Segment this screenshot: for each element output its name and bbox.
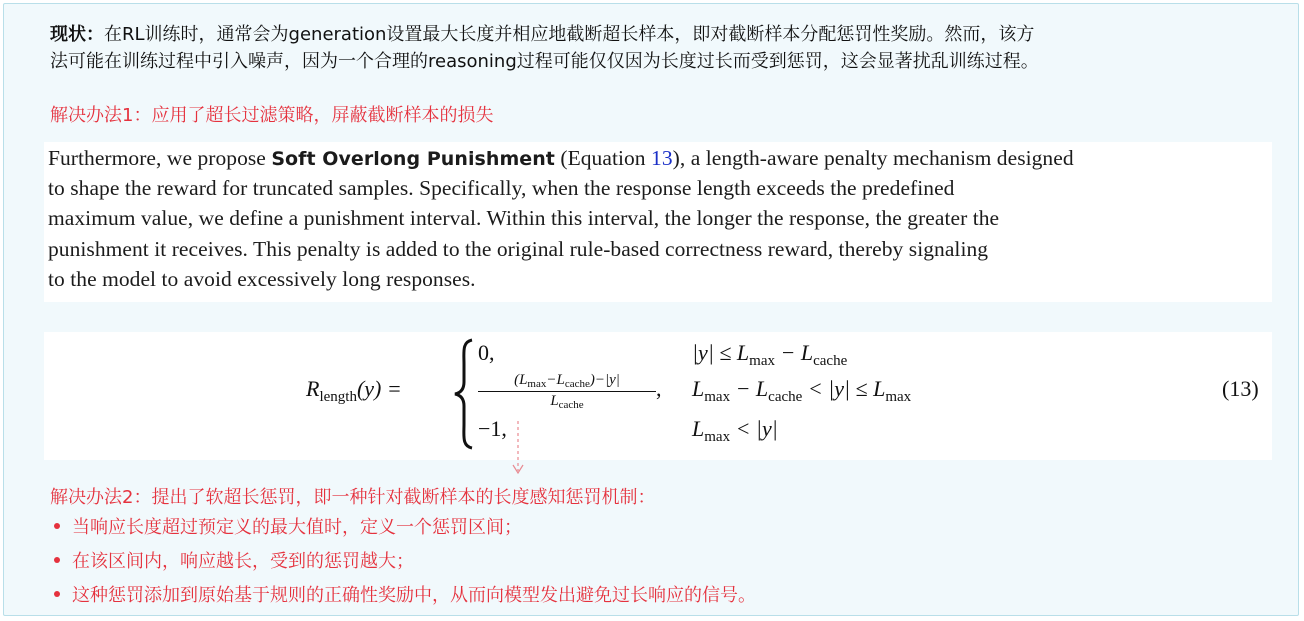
dashed-arrow-icon bbox=[511, 419, 525, 479]
case-2-condition: $L_{max} - L_{cache} < |y| \le L_{max}$ bbox=[692, 376, 912, 405]
paper-line-3: maximum value, we define a punishment interval. Within this interval, the longer the response, the greater the bbox=[48, 206, 1000, 230]
paper-excerpt bbox=[44, 142, 1272, 302]
status-paragraph bbox=[50, 21, 1280, 75]
case-1-condition: $|y| \le L_{max} - L_{cache}$ bbox=[692, 340, 848, 369]
solution-2-bullet-1: 当响应长度超过预定义的最大值时，定义一个惩罚区间； bbox=[54, 514, 522, 541]
status-line-2: 法可能在训练过程中引入噪声，因为一个合理的reasoning过程可能仅仅因为长度过长而受到惩罚，这会显著扰乱训练过程。 bbox=[50, 51, 1039, 72]
equation-ref-link[interactable]: 13 bbox=[651, 146, 673, 170]
left-brace bbox=[452, 338, 476, 450]
solution-1-heading: 解决办法1：应用了超长过滤策略，屏蔽截断样本的损失 bbox=[50, 105, 494, 126]
case-3-condition: $L_{max} < |y|$ bbox=[692, 416, 778, 445]
equation-number: (13) bbox=[1222, 376, 1259, 401]
paper-line-2: to shape the reward for truncated samples. Specifically, when the response length exceeds the predefined bbox=[48, 176, 955, 200]
note-card bbox=[3, 3, 1299, 616]
case-3-value: −1, bbox=[478, 416, 507, 441]
paper-line-4: punishment it receives. This penalty is added to the original rule-based correctness reward, thereby signaling bbox=[48, 237, 989, 261]
case-2-fraction: $(L_{max}-L_{cache})-|y|$ $L_{cache}$ bbox=[478, 372, 656, 411]
status-label: 现状： bbox=[50, 24, 104, 45]
solution-2-bullet-3: 这种惩罚添加到原始基于规则的正确性奖励中，从而向模型发出避免过长响应的信号。 bbox=[54, 582, 756, 609]
paper-line-5: to the model to avoid excessively long responses. bbox=[48, 267, 476, 291]
case-1-value: 0, bbox=[478, 340, 495, 365]
paper-line-1: Furthermore, we propose Soft Overlong Punishment (Equation 13), a length-aware penalty mechanism designed bbox=[48, 146, 1074, 170]
equation-block bbox=[44, 332, 1272, 460]
solution-2-heading: 解决办法2：提出了软超长惩罚，即一种针对截断样本的长度感知惩罚机制： bbox=[50, 487, 656, 508]
equation-lhs: $R_{length}(y)$ = bbox=[306, 376, 402, 405]
status-line-1: 在RL训练时，通常会为generation设置最大长度并相应地截断超长样本，即对截断样本分配惩罚性奖励。然而，该方 bbox=[104, 24, 1035, 45]
case-2-comma: , bbox=[656, 376, 662, 401]
paper-term: Soft Overlong Punishment bbox=[271, 148, 555, 170]
solution-2-bullet-2: 在该区间内，响应越长，受到的惩罚越大； bbox=[54, 548, 414, 575]
